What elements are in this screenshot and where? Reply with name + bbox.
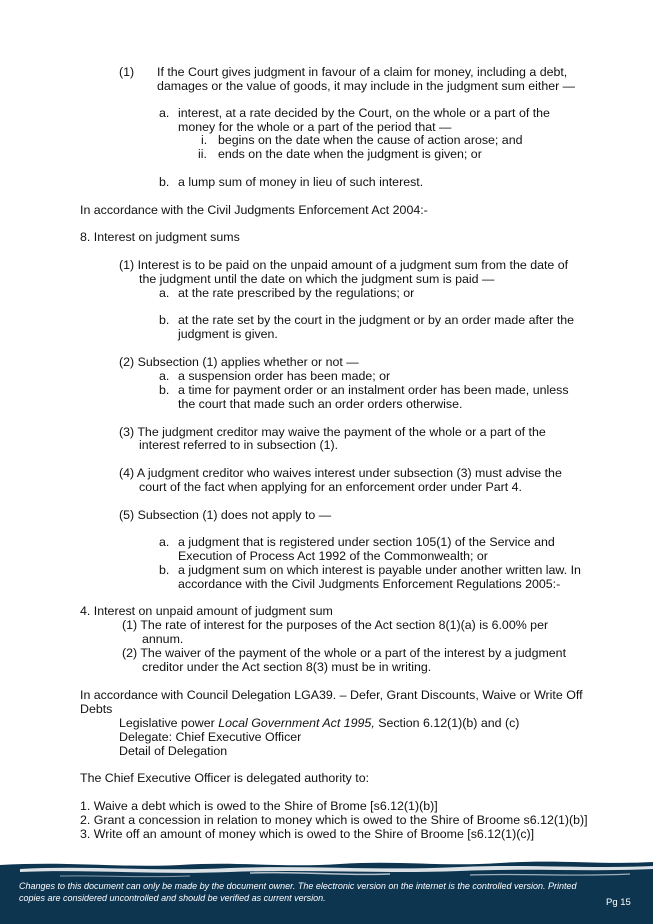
clause-text: (4) A judgment creditor who waives interest under subsection (3) must advise the xyxy=(119,466,562,480)
list-label: i. xyxy=(201,133,208,147)
clause-text: the judgment until the date on which the judgment sum is paid — xyxy=(139,272,495,286)
list-item: 1. Waive a debt which is owed to the Shire of Brome [s6.12(1)(b)] xyxy=(80,799,438,813)
paragraph: The Chief Executive Officer is delegated authority to: xyxy=(80,771,370,785)
list-label: a. xyxy=(159,369,170,383)
clause-text: annum. xyxy=(142,632,184,646)
list-item-text: Execution of Process Act 1992 of the Commonwealth; or xyxy=(178,549,488,563)
section-heading: 4. Interest on unpaid amount of judgment sum xyxy=(80,604,333,618)
list-item-text: ends on the date when the judgment is given; or xyxy=(218,147,482,161)
list-item-text: accordance with the Civil Judgments Enforcement Regulations 2005:- xyxy=(178,577,561,591)
clause-text: (5) Subsection (1) does not apply to — xyxy=(119,508,332,522)
list-label: b. xyxy=(159,383,170,397)
clause-text: (1) Interest is to be paid on the unpaid amount of a judgment sum from the date of xyxy=(119,258,569,272)
list-item-text: interest, at a rate decided by the Court, on the whole or a part of the xyxy=(178,106,550,120)
list-item-text: at the rate set by the court in the judgment or by an order made after the xyxy=(178,313,575,327)
section-heading: 8. Interest on judgment sums xyxy=(80,230,240,244)
list-item-text: begins on the date when the cause of action arose; and xyxy=(218,133,523,147)
list-item-text: a lump sum of money in lieu of such interest. xyxy=(178,175,424,189)
list-item-text: a judgment that is registered under section 105(1) of the Service and xyxy=(178,535,555,549)
clause-text: (2) Subsection (1) applies whether or not — xyxy=(119,355,359,369)
clause-text: interest referred to in subsection (1). xyxy=(139,438,339,452)
clause-text: damages or the value of goods, it may include in the judgment sum either — xyxy=(157,79,576,93)
list-item-text: judgment is given. xyxy=(178,327,278,341)
clause-text: (3) The judgment creditor may waive the payment of the whole or a part of the xyxy=(119,425,546,439)
clause-text: court of the fact when applying for an enforcement order under Part 4. xyxy=(139,480,522,494)
list-label: b. xyxy=(159,313,170,327)
paragraph: In accordance with Council Delegation LGA39. – Defer, Grant Discounts, Waive or Write Off xyxy=(80,688,583,702)
clause-text: If the Court gives judgment in favour of a claim for money, including a debt, xyxy=(157,65,568,79)
list-label: ii. xyxy=(198,147,207,161)
list-label: b. xyxy=(159,563,170,577)
clause-text: (1) The rate of interest for the purposes of the Act section 8(1)(a) is 6.00% per xyxy=(122,618,549,632)
clause-number: (1) xyxy=(119,65,135,79)
paragraph: Debts xyxy=(80,702,113,716)
power-prefix: Legislative power xyxy=(119,716,219,730)
list-label: a. xyxy=(159,535,170,549)
footer-disclaimer: Changes to this document can only be made by the document owner. The electronic version on the internet is the controlled version. Printed copies are considered uncontrolled and should be verified as current version. xyxy=(19,881,577,903)
power-act: Local Government Act 1995, xyxy=(218,716,375,730)
clause-text: (2) The waiver of the payment of the whole or a part of the interest by a judgment xyxy=(122,646,567,660)
list-item-text: a suspension order has been made; or xyxy=(178,369,391,383)
list-item-text: at the rate prescribed by the regulations; or xyxy=(178,286,415,300)
paragraph: In accordance with the Civil Judgments Enforcement Act 2004:- xyxy=(80,203,428,217)
list-item-text: a judgment sum on which interest is payable under another written law. In xyxy=(178,563,581,577)
list-item-text: a time for payment order or an instalment order has been made, unless xyxy=(178,383,569,397)
list-item: 2. Grant a concession in relation to money which is owed to the Shire of Broome s6.12(1)(b)] xyxy=(80,813,588,827)
delegate-line: Delegate: Chief Executive Officer xyxy=(119,730,302,744)
list-label: b. xyxy=(159,175,170,189)
list-item: 3. Write off an amount of money which is owed to the Shire of Broome [s6.12(1)(c)] xyxy=(80,827,535,841)
list-label: a. xyxy=(159,286,170,300)
clause-text: creditor under the Act section 8(3) must be in writing. xyxy=(142,660,432,674)
page-number: Pg 15 xyxy=(606,897,631,908)
list-item-text: the court that made such an order orders otherwise. xyxy=(178,397,463,411)
list-label: a. xyxy=(159,106,170,120)
power-suffix: Section 6.12(1)(b) and (c) xyxy=(374,716,520,730)
legislative-power xyxy=(119,716,519,730)
list-item-text: money for the whole or a part of the period that — xyxy=(178,120,452,134)
detail-line: Detail of Delegation xyxy=(119,744,228,758)
